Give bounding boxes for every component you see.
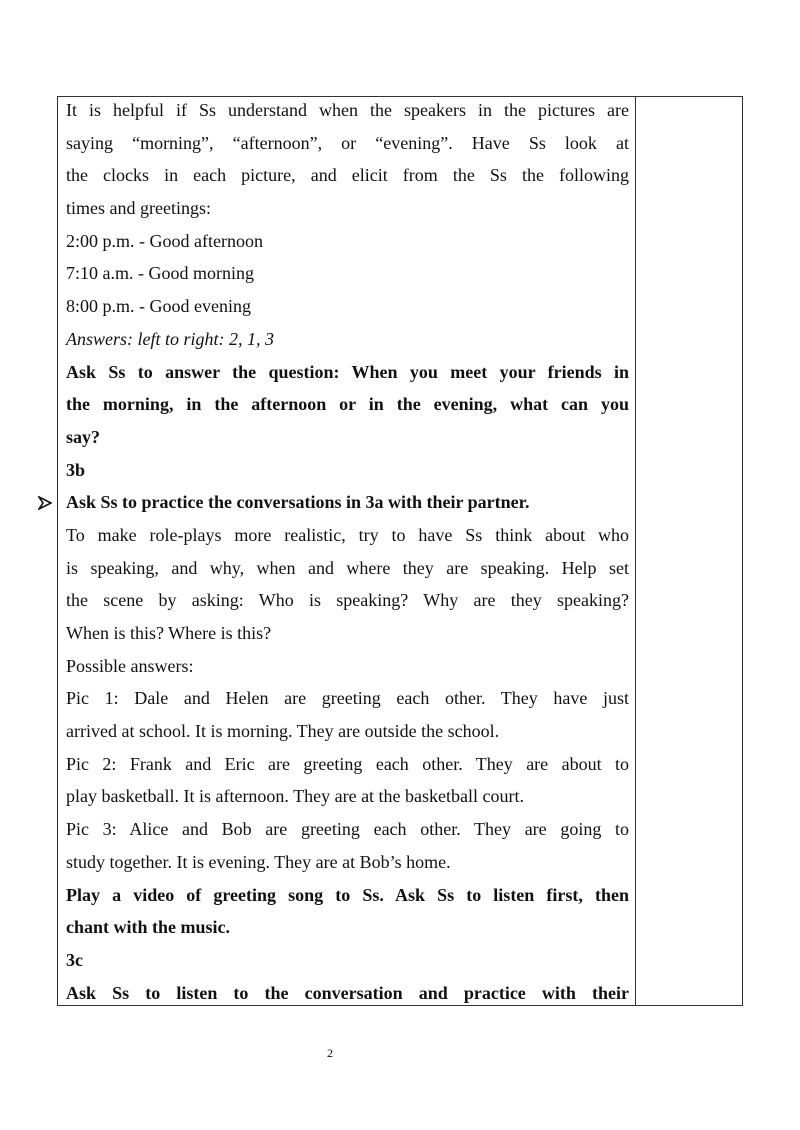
text-line: Possible answers: [66,655,194,676]
lesson-table [57,96,743,1006]
bullet-item-line: Ask Ss to listen to the conversation and practice with their [66,977,629,1010]
text-line: the scene by asking: Who is speaking? Why are they speaking? [66,590,629,611]
text-line: arrived at school. It is morning. They are outside the school. [66,721,500,742]
bullet-item-line: Ask Ss to practice the conversations in 3a with their partner. [66,486,629,519]
bullet-item-line: Play a video of greeting song to Ss. Ask Ss to listen first, then [66,879,629,912]
text-line: the clocks in each picture, and elicit from the Ss the following [66,165,629,186]
text-line: 7:10 a.m. - Good morning [66,263,254,284]
text-line: 8:00 p.m. - Good evening [66,296,251,317]
text-line: To make role-plays more realistic, try to have Ss think about who [66,524,629,545]
text-line: chant with the music. [66,917,231,938]
text-line: times and greetings: [66,198,211,219]
text-line: When is this? Where is this? [66,623,272,643]
text-line: 2:00 p.m. - Good afternoon [66,230,263,251]
text-line: It is helpful if Ss understand when the speakers in the pictures are [66,100,629,120]
text-line: study together. It is evening. They are at Bob’s home. [66,851,451,872]
text-line: saying “morning”, “afternoon”, or “evening”. Have Ss look at [66,132,629,153]
page-number: 2 [327,1046,333,1060]
column-divider [635,97,636,1005]
text-line: Pic 2: Frank and Eric are greeting each other. They are about to [66,753,629,774]
text-line: the morning, in the afternoon or in the evening, what can you [66,394,629,415]
text-line: is speaking, and why, when and where they are speaking. Help set [66,557,629,578]
text-line: play basketball. It is afternoon. They are at the basketball court. [66,786,525,807]
arrowhead-bullet-icon [35,486,55,519]
bullet-item-line: Ask Ss to answer the question: When you meet your friends in [66,356,629,389]
text-line: Answers: left to right: 2, 1, 3 [66,328,274,349]
text-line: Pic 3: Alice and Bob are greeting each other. They are going to [66,819,629,840]
text-line: Pic 1: Dale and Helen are greeting each other. They have just [66,688,629,709]
lesson-procedure-cell [66,94,629,1009]
text-line: say? [66,426,101,447]
text-line: 3c [66,949,83,970]
text-line: 3b [66,459,86,480]
